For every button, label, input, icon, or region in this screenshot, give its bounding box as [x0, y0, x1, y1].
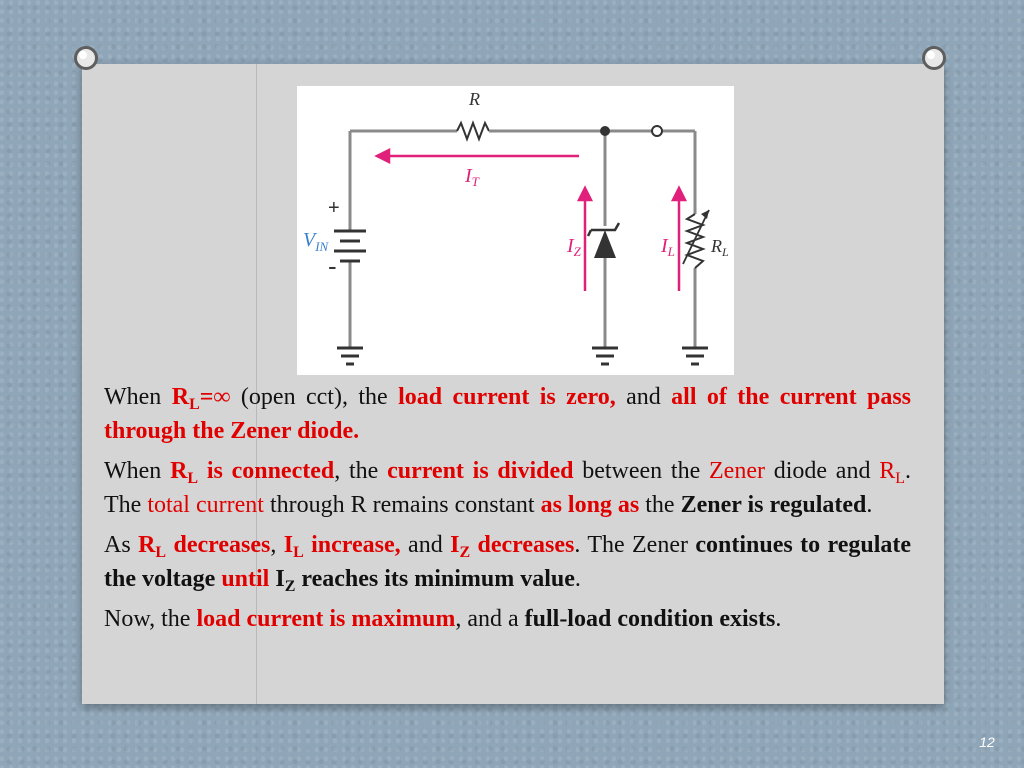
label-iz: $I_Z$ — [567, 235, 581, 259]
pushpin-icon — [920, 44, 948, 72]
zener-circuit-diagram — [297, 86, 734, 375]
slide-body-text — [104, 380, 911, 642]
paragraph-load-connected: When $R_L$ is connected, the current is divided between the Zener diode and $R_L$. The total current through R remains constant as long as the Zener is regulated. — [104, 458, 911, 518]
label-il: $I_L$ — [661, 235, 675, 259]
pushpin-icon — [72, 44, 100, 72]
label-r: R — [469, 89, 480, 109]
paragraph-full-load: Now, the load current is maximum, and a full-load condition exists. — [104, 606, 782, 632]
paragraph-open-circuit: When $R_L=\infty$ (open cct), the load current is zero, and all of the current pass through the Zener diode. — [104, 384, 911, 444]
paragraph-rl-decreases: As $R_L$ decreases, $I_L$ increase, and $I_Z$ decreases. The Zener continues to regulate the voltage until $I_Z$ reaches its minimum value. — [104, 532, 912, 595]
label-minus: - — [328, 251, 337, 281]
label-plus: + — [328, 197, 340, 219]
label-rl: $R_L$ — [711, 236, 729, 259]
label-vin: $V_{IN}$ — [303, 229, 329, 254]
label-it: $I_T$ — [465, 165, 479, 189]
page-number: 12 — [979, 734, 995, 750]
